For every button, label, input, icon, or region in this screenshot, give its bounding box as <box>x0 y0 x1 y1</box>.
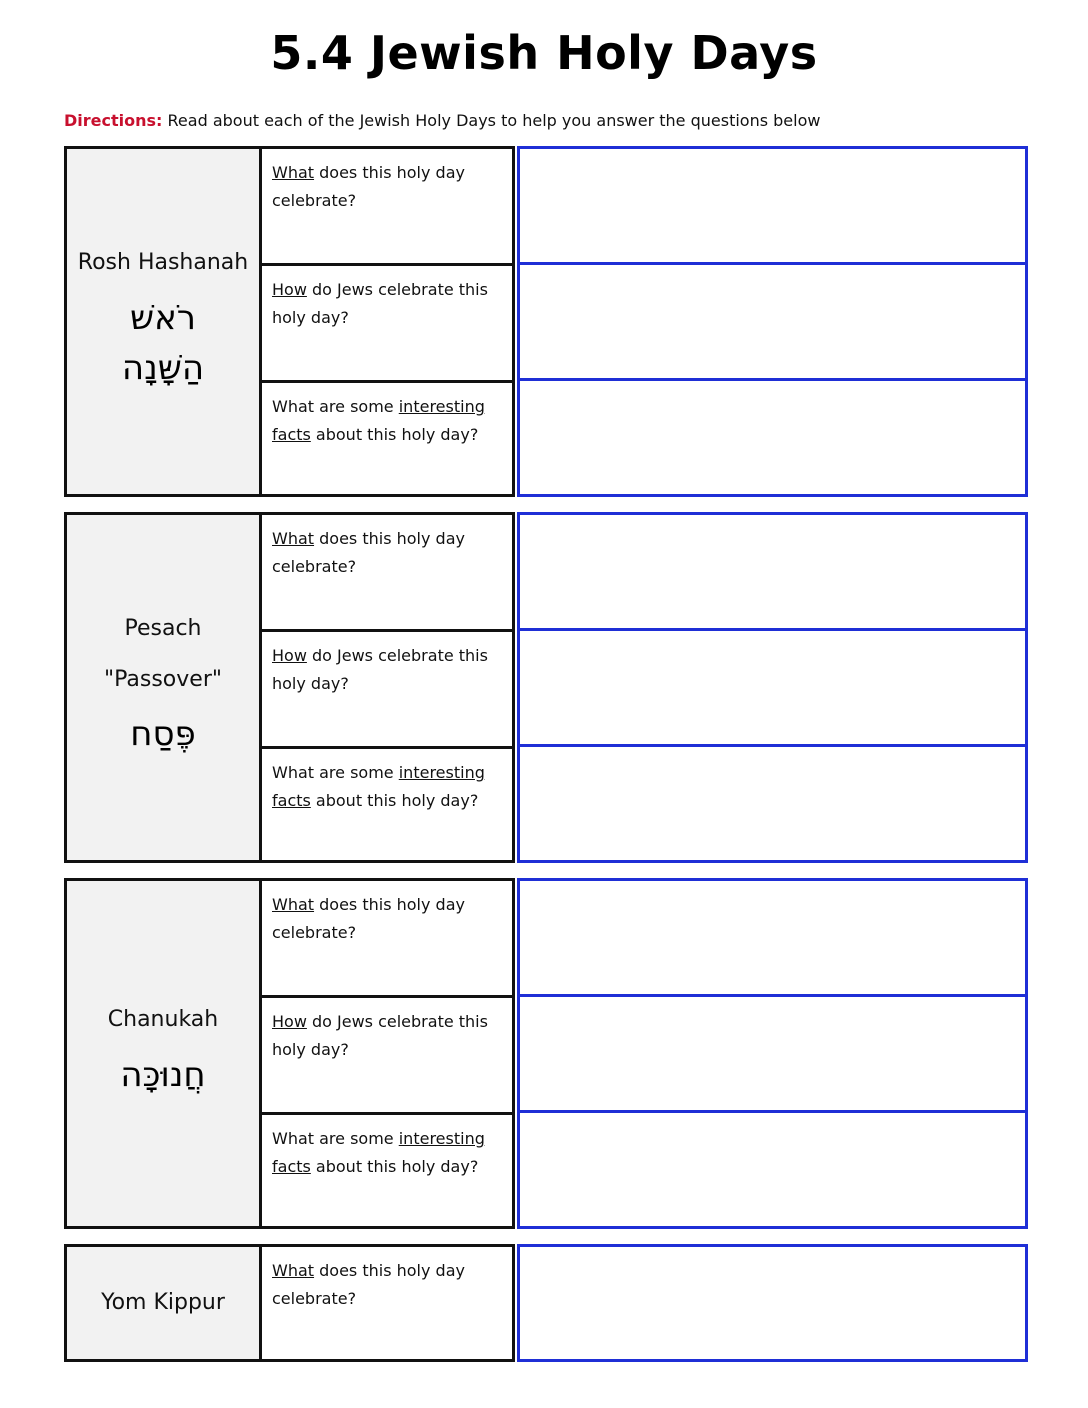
holiday-name: Rosh Hashanah <box>77 250 249 275</box>
question-how-celebrate: How do Jews celebrate this holy day? <box>262 263 515 380</box>
holiday-name-cell <box>64 1244 262 1362</box>
page-title: 5.4 Jewish Holy Days <box>270 26 818 80</box>
holiday-hebrew-name: פֶּסַח <box>130 713 196 754</box>
holiday-name-cell <box>64 146 262 497</box>
holiday-name-cell <box>64 878 262 1229</box>
answer-box-how[interactable] <box>517 628 1028 747</box>
answer-box-facts[interactable] <box>517 378 1028 497</box>
answer-box-facts[interactable] <box>517 744 1028 863</box>
question-interesting-facts: What are some interesting facts about this holy day? <box>262 746 515 863</box>
question-what-celebrate: What does this holy day celebrate? <box>262 146 515 263</box>
holiday-name: Pesach <box>124 616 202 642</box>
holiday-name: Chanukah <box>107 1006 219 1032</box>
answer-box-what[interactable] <box>517 878 1028 997</box>
answer-box-what[interactable] <box>517 146 1028 265</box>
directions-label: Directions: <box>64 111 163 130</box>
answer-box-what[interactable] <box>517 1244 1028 1362</box>
question-interesting-facts: What are some interesting facts about this holy day? <box>262 380 515 497</box>
holiday-name-cell <box>64 512 262 863</box>
holiday-alt-name: "Passover" <box>104 666 222 692</box>
holiday-section-rosh-hashanah <box>64 146 1028 497</box>
question-how-celebrate: How do Jews celebrate this holy day? <box>262 995 515 1112</box>
question-interesting-facts: What are some interesting facts about this holy day? <box>262 1112 515 1229</box>
directions-text: Read about each of the Jewish Holy Days to help you answer the questions below <box>162 111 821 130</box>
question-what-celebrate: What does this holy day celebrate? <box>262 878 515 995</box>
answer-box-how[interactable] <box>517 994 1028 1113</box>
holiday-hebrew-name: חֲנוּכָּה <box>120 1055 206 1096</box>
holiday-hebrew-name: רֹאשׁ הַשָּׁנָה <box>121 298 205 388</box>
answer-box-facts[interactable] <box>517 1110 1028 1229</box>
answer-box-what[interactable] <box>517 512 1028 631</box>
question-how-celebrate: How do Jews celebrate this holy day? <box>262 629 515 746</box>
holiday-name: Yom Kippur <box>101 1289 225 1315</box>
question-what-celebrate: What does this holy day celebrate? <box>262 1244 515 1362</box>
holiday-section-pesach <box>64 512 1028 863</box>
holiday-section-yom-kippur <box>64 1244 1028 1362</box>
holiday-section-chanukah <box>64 878 1028 1229</box>
question-what-celebrate: What does this holy day celebrate? <box>262 512 515 629</box>
directions <box>64 111 820 130</box>
answer-box-how[interactable] <box>517 262 1028 381</box>
